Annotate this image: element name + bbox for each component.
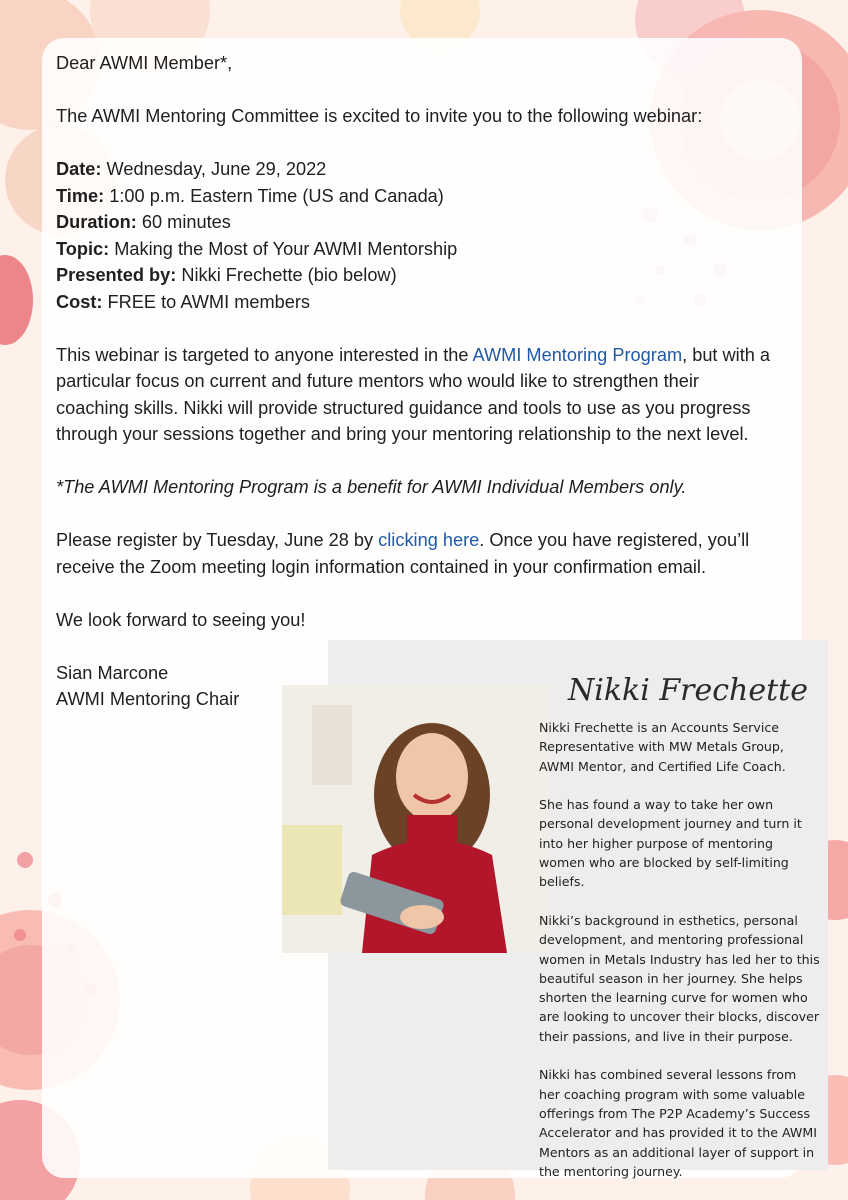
intro-text: The AWMI Mentoring Committee is excited to invite you to the following webinar: xyxy=(56,106,703,126)
register-paragraph: Please register by Tuesday, June 28 by clicking here. Once you have registered, you’ll receive the Zoom meeting login information contained in your confirmation email. xyxy=(56,530,750,577)
footnote: *The AWMI Mentoring Program is a benefit for AWMI Individual Members only. xyxy=(56,477,687,497)
bio-paragraph: Nikki has combined several lessons from her coaching program with some valuable offerings from The P2P Academy’s Success Accelerator and has provided it to the AWMI Mentors as an additional layer of support in the mentoring journey. xyxy=(539,1067,817,1179)
detail-date: Date: Wednesday, June 29, 2022 xyxy=(56,159,327,179)
signer-title: AWMI Mentoring Chair xyxy=(56,689,240,709)
presenter-signature xyxy=(568,658,808,718)
detail-time: Time: 1:00 p.m. Eastern Time (US and Canada) xyxy=(56,185,444,206)
signer-name: Sian Marcone xyxy=(56,662,169,683)
detail-presenter: Presented by: Nikki Frechette (bio below) xyxy=(56,265,397,285)
closing-line: We look forward to seeing you! xyxy=(56,609,306,630)
signature-text: Nikki Frechette xyxy=(568,673,808,708)
bio-paragraph: Nikki Frechette is an Accounts Service Representative with MW Metals Group, AWMI Mentor, and Certified Life Coach. xyxy=(539,720,786,774)
greeting: Dear AWMI Member*, xyxy=(56,53,233,73)
invitation-letter xyxy=(56,50,796,713)
bio-paragraph: She has found a way to take her own personal development journey and turn it into her higher purpose of mentoring women who are blocked by self-limiting beliefs. xyxy=(539,797,802,890)
presenter-bio xyxy=(539,718,821,1200)
bio-paragraph: Nikki’s background in esthetics, personal development, and mentoring professional women in Metals Industry has led her to this beautiful season in her journey. She helps shorten the learning curve for women who are looking to uncover their blocks, discover their passions, and live in their purpose. xyxy=(539,912,820,1044)
presenter-bio-panel xyxy=(328,640,828,1179)
detail-cost: Cost: FREE to AWMI members xyxy=(56,291,310,312)
detail-duration: Duration: 60 minutes xyxy=(56,212,231,232)
detail-topic: Topic: Making the Most of Your AWMI Mentorship xyxy=(56,238,458,259)
register-link[interactable]: clicking here xyxy=(378,530,480,550)
presenter-photo xyxy=(328,685,536,953)
webinar-details xyxy=(56,156,796,315)
mentoring-program-link[interactable]: AWMI Mentoring Program xyxy=(472,344,683,365)
target-paragraph: This webinar is targeted to anyone interested in the AWMI Mentoring Program, but with a particular focus on current and future mentors who would like to strengthen their coaching skills. Nikki will provide structured guidance and tools to use as you progress through your sessions together and bring your mentoring relationship to the next level. xyxy=(56,344,771,444)
